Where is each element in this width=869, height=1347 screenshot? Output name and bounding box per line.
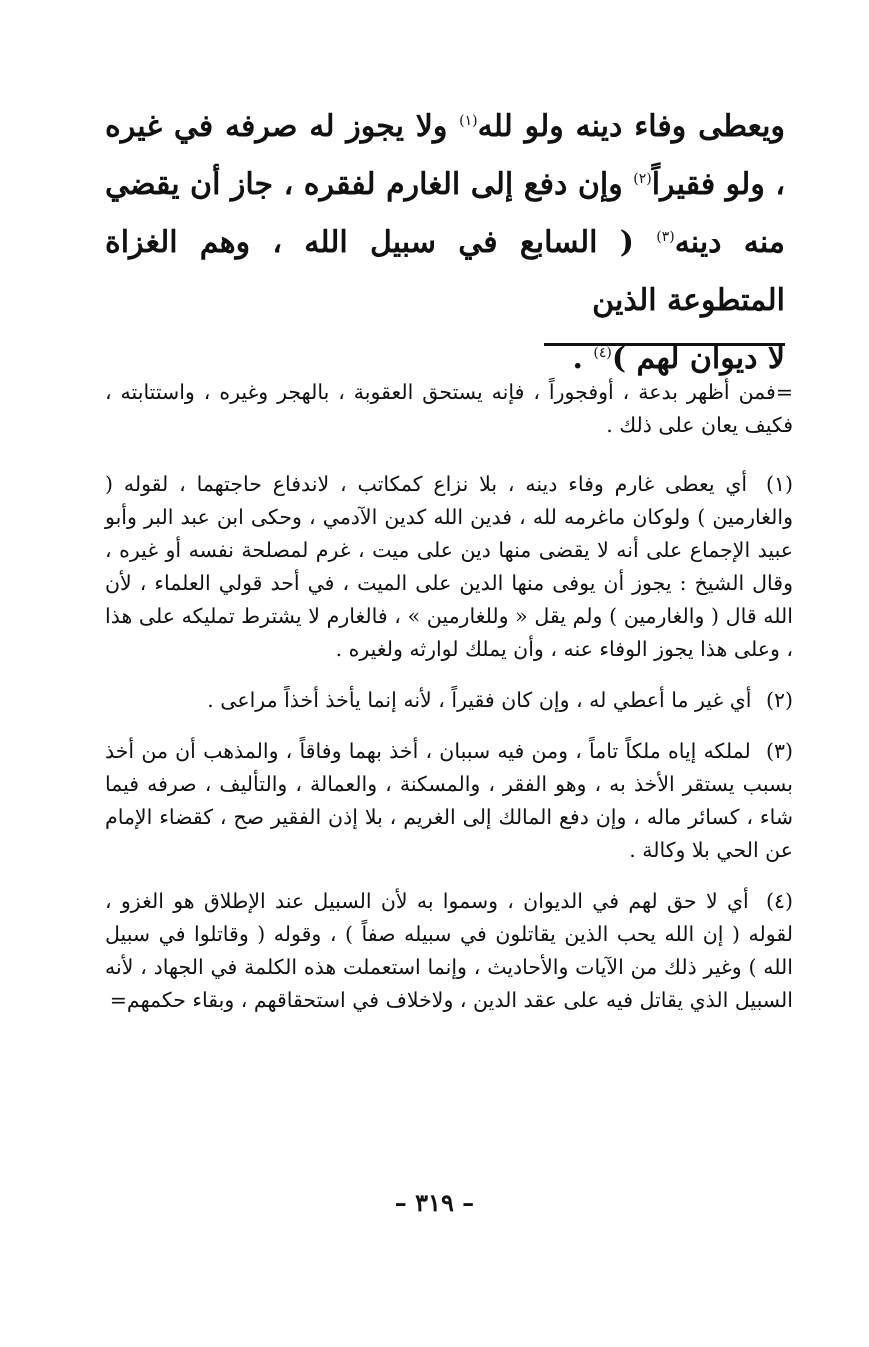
main-paragraph	[105, 98, 785, 330]
footnote-marker-4: (٤)	[593, 345, 612, 361]
main-segment: لا ديوان لهم )	[611, 341, 785, 376]
footnote-marker-2: (٢)	[633, 171, 652, 187]
main-segment: .	[572, 341, 594, 376]
footnote-text: لملكه إياه ملكاً تاماً ، ومن فيه سببان ، أخذ بهما وفاقاً ، والمذهب أن من أخذ بسبب يستقر الأخذ به ، وهو الفقر ، والمسكنة ، والعمالة ، والتأليف ، صرفه فيما شاء ، كسائر ماله ، وإن دفع المالك إلى الغريم ، بلا إذن الفقير صح ، كقضاء الإمام عن الحي بلا وكالة .	[105, 739, 793, 862]
footnote-text: أي غير ما أعطي له ، وإن كان فقيراً ، لأنه إنما يأخذ أخذاً مراعى .	[207, 688, 752, 712]
footnote-number: (٣)	[765, 739, 793, 763]
footnote-4	[105, 885, 793, 1017]
footnote-number: (١)	[765, 472, 793, 496]
page-number: – ٣١٩ –	[394, 1188, 475, 1217]
footnote-separator	[544, 343, 785, 346]
footnote-marker-3: (٣)	[656, 229, 675, 245]
footnote-continuation: =فمن أظهر بدعة ، أوفجوراً ، فإنه يستحق العقوبة ، بالهجر وغيره ، واستتابته ، فكيف يعان على ذلك .	[105, 380, 793, 437]
footnote-number: (٢)	[765, 688, 793, 712]
footnote-number: (٤)	[765, 889, 793, 913]
footnote-1	[105, 468, 793, 666]
main-segment: ويعطى وفاء دينه ولو لله	[477, 109, 785, 144]
footnote-text: أي لا حق لهم في الديوان ، وسموا به لأن السبيل عند الإطلاق هو الغزو ، لقوله ( إن الله يحب الذين يقاتلون في سبيله صفاً ) ، وقوله ( وقاتلوا في سبيل الله ) وغير ذلك من الآيات والأحاديث ، وإنما استعملت هذه الكلمة في الجهاد ، لأنه السبيل الذي يقاتل فيه على عقد الدين ، ولاخلاف في استحقاقهم ، وبقاء حكمهم=	[105, 889, 793, 1012]
main-segment: ( السابع في سبيل الله ، وهم الغزاة المتطوعة الذين	[105, 225, 785, 318]
footnote-2	[105, 684, 793, 717]
footnote-marker-1: (١)	[459, 113, 478, 129]
footnote-text: أي يعطى غارم وفاء دينه ، بلا نزاع كمكاتب ، لاندفاع حاجتهما ، لقوله ( والغارمين ) ولوكان ماغرمه لله ، فدين الله كدين الآدمي ، وحكى ابن عبد البر وأبو عبيد الإجماع على أنه لا يقضى منها دين على ميت ، غرم لمصلحة نفسه أو غيره ، وقال الشيخ : يجوز أن يوفى منها الدين على الميت ، في أحد قولي العلماء ، لأن الله قال ( والغارمين ) ولم يقل « وللغارمين » ، فالغارم لا يشترط تمليكه على هذا ، وعلى هذا يجوز الوفاء عنه ، وأن يملك لوارثه ولغيره .	[105, 472, 793, 661]
main-segment: وإن دفع إلى الغارم لفقره ، جاز أن يقضي منه دينه	[105, 167, 785, 260]
footnotes	[105, 376, 793, 1035]
main-segment: ولا يجوز له صرفه في غيره ، ولو فقيراً	[105, 109, 785, 202]
footnote-3	[105, 735, 793, 867]
